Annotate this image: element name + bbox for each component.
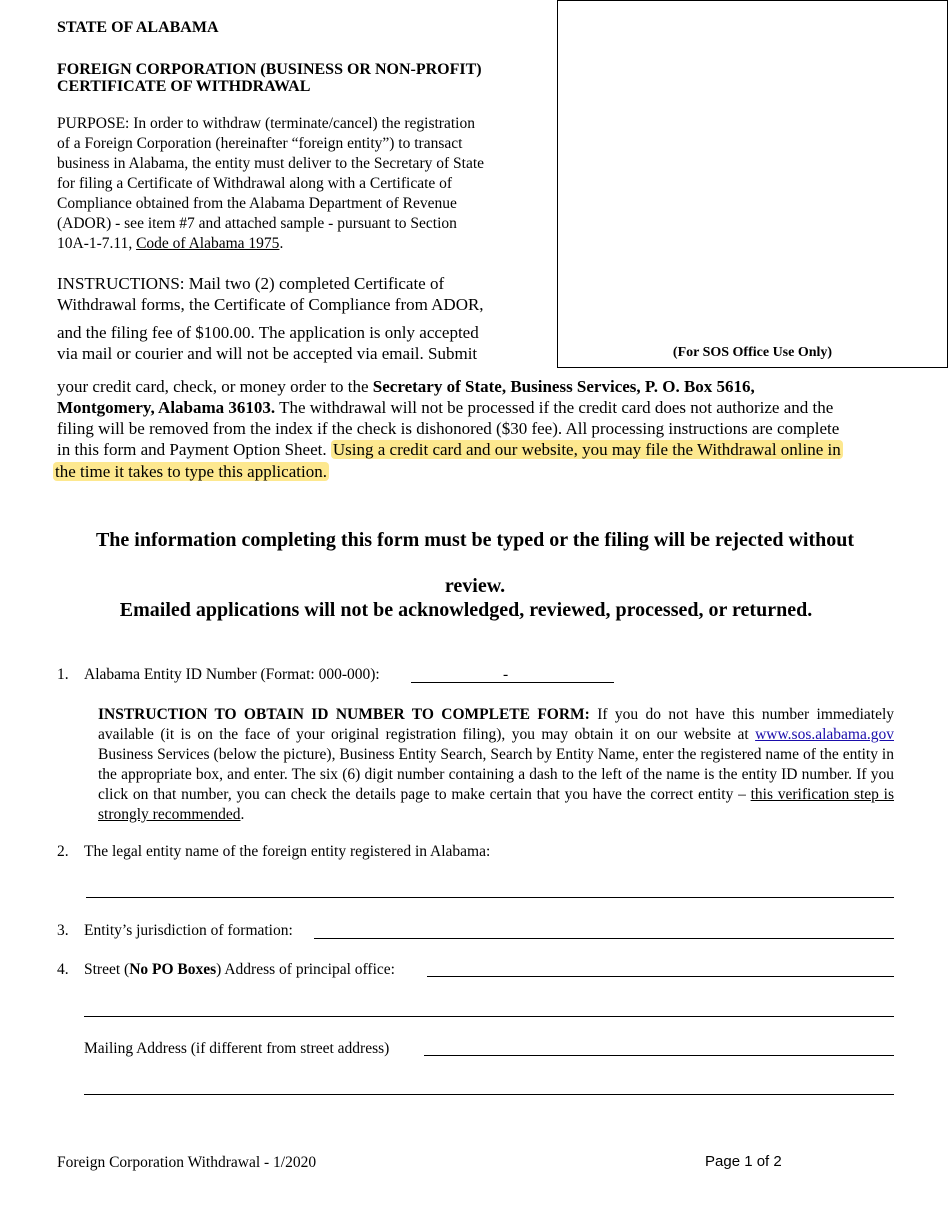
item-number: 1. xyxy=(57,666,69,683)
purpose-line: PURPOSE: In order to withdraw (terminate/cancel) the registration xyxy=(57,115,475,132)
instructions-line xyxy=(57,397,833,419)
principal-office-text: ) Address of principal office: xyxy=(216,961,395,978)
email-warning: Emailed applications will not be acknowledged, reviewed, processed, or returned. xyxy=(119,599,813,621)
instructions-line: INSTRUCTIONS: Mail two (2) completed Certificate of xyxy=(57,274,445,293)
no-po-boxes: No PO Boxes xyxy=(129,961,217,978)
id-instructions-period: . xyxy=(240,806,245,823)
footer-form-name: Foreign Corporation Withdrawal - 1/2020 xyxy=(57,1154,317,1171)
instructions-line: Withdrawal forms, the Certificate of Compliance from ADOR, xyxy=(57,295,484,314)
form-title-line2: CERTIFICATE OF WITHDRAWAL xyxy=(57,78,311,95)
purpose-period: . xyxy=(279,235,284,252)
purpose-line-last xyxy=(57,234,283,254)
page-number: Page 1 of 2 xyxy=(705,1153,782,1170)
sos-office-use-box xyxy=(557,0,948,368)
entity-id-field[interactable] xyxy=(411,682,614,683)
jurisdiction-field[interactable] xyxy=(314,938,894,939)
instructions-line: and the filing fee of $100.00. The application is only accepted xyxy=(57,323,479,342)
purpose-section-text: 10A-1-7.11, xyxy=(57,235,137,252)
code-of-alabama-reference: Code of Alabama 1975 xyxy=(136,235,280,252)
verification-recommendation: this verification step is strongly recommended xyxy=(98,786,895,823)
principal-office-text: Street ( xyxy=(84,961,130,978)
mailing-address-field-line2[interactable] xyxy=(84,1094,894,1095)
online-filing-highlight: Using a credit card and our website, you may file the Withdrawal online in xyxy=(332,440,841,459)
entity-id-label: Alabama Entity ID Number (Format: 000-000): xyxy=(84,666,380,683)
principal-office-field[interactable] xyxy=(427,976,894,977)
instructions-text: The withdrawal will not be processed if the credit card does not authorize and the xyxy=(275,398,834,417)
purpose-line: Compliance obtained from the Alabama Department of Revenue xyxy=(57,195,457,212)
instructions-line: filing will be removed from the index if the check is dishonored ($30 fee). All processing instructions are complete xyxy=(57,419,840,438)
form-title-line1: FOREIGN CORPORATION (BUSINESS OR NON-PROFIT) xyxy=(57,61,482,78)
id-instructions-text: If you do not have this number immediately available (it is on the face of your original registration filing), you may obtain it on our website at xyxy=(98,706,895,743)
sos-website-link[interactable]: www.sos.alabama.gov xyxy=(755,726,894,743)
purpose-line: (ADOR) - see item #7 and attached sample - pursuant to Section xyxy=(57,215,457,232)
id-instructions-text: Business Services (below the picture), Business Entity Search, Search by Entity Name, enter the registered name of the entity in the appropriate box, and enter. The six (6) digit number containing a dash to the left of the name is the entity ID number. If you click on that number, you can check the details page to make certain that you have the correct entity – xyxy=(98,746,894,803)
purpose-line: of a Foreign Corporation (hereinafter “foreign entity”) to transact xyxy=(57,135,463,152)
sos-mailing-address: Secretary of State, Business Services, P. O. Box 5616, xyxy=(372,377,755,396)
entity-id-dash: - xyxy=(503,666,509,683)
item-number: 4. xyxy=(57,961,69,978)
state-heading: STATE OF ALABAMA xyxy=(57,19,219,36)
typed-warning-line2: review. xyxy=(444,575,506,597)
jurisdiction-label: Entity’s jurisdiction of formation: xyxy=(84,922,293,939)
entity-name-label: The legal entity name of the foreign entity registered in Alabama: xyxy=(84,843,491,860)
sos-mailing-city: Montgomery, Alabama 36103. xyxy=(57,398,276,417)
sos-office-use-label: (For SOS Office Use Only) xyxy=(672,345,833,360)
item-number: 2. xyxy=(57,843,69,860)
item-number: 3. xyxy=(57,922,69,939)
instructions-line xyxy=(53,461,329,483)
mailing-address-field[interactable] xyxy=(424,1055,894,1056)
online-filing-highlight: the time it takes to type this application. xyxy=(55,462,327,481)
id-number-instructions xyxy=(98,705,894,825)
mailing-address-label: Mailing Address (if different from street address) xyxy=(84,1040,390,1057)
instructions-line: via mail or courier and will not be accepted via email. Submit xyxy=(57,344,478,363)
instructions-line xyxy=(57,439,843,461)
id-instructions-heading: INSTRUCTION TO OBTAIN ID NUMBER TO COMPLETE FORM: xyxy=(98,706,590,723)
instructions-text: in this form and Payment Option Sheet. xyxy=(57,440,331,459)
entity-name-field[interactable] xyxy=(86,897,894,898)
principal-office-field-line2[interactable] xyxy=(84,1016,894,1017)
purpose-line: for filing a Certificate of Withdrawal along with a Certificate of xyxy=(57,175,453,192)
instructions-text: your credit card, check, or money order to the xyxy=(57,377,373,396)
typed-warning-line1: The information completing this form must be typed or the filing will be rejected without xyxy=(95,529,855,551)
purpose-line: business in Alabama, the entity must deliver to the Secretary of State xyxy=(57,155,485,172)
instructions-line xyxy=(57,376,755,398)
principal-office-label xyxy=(84,960,395,980)
